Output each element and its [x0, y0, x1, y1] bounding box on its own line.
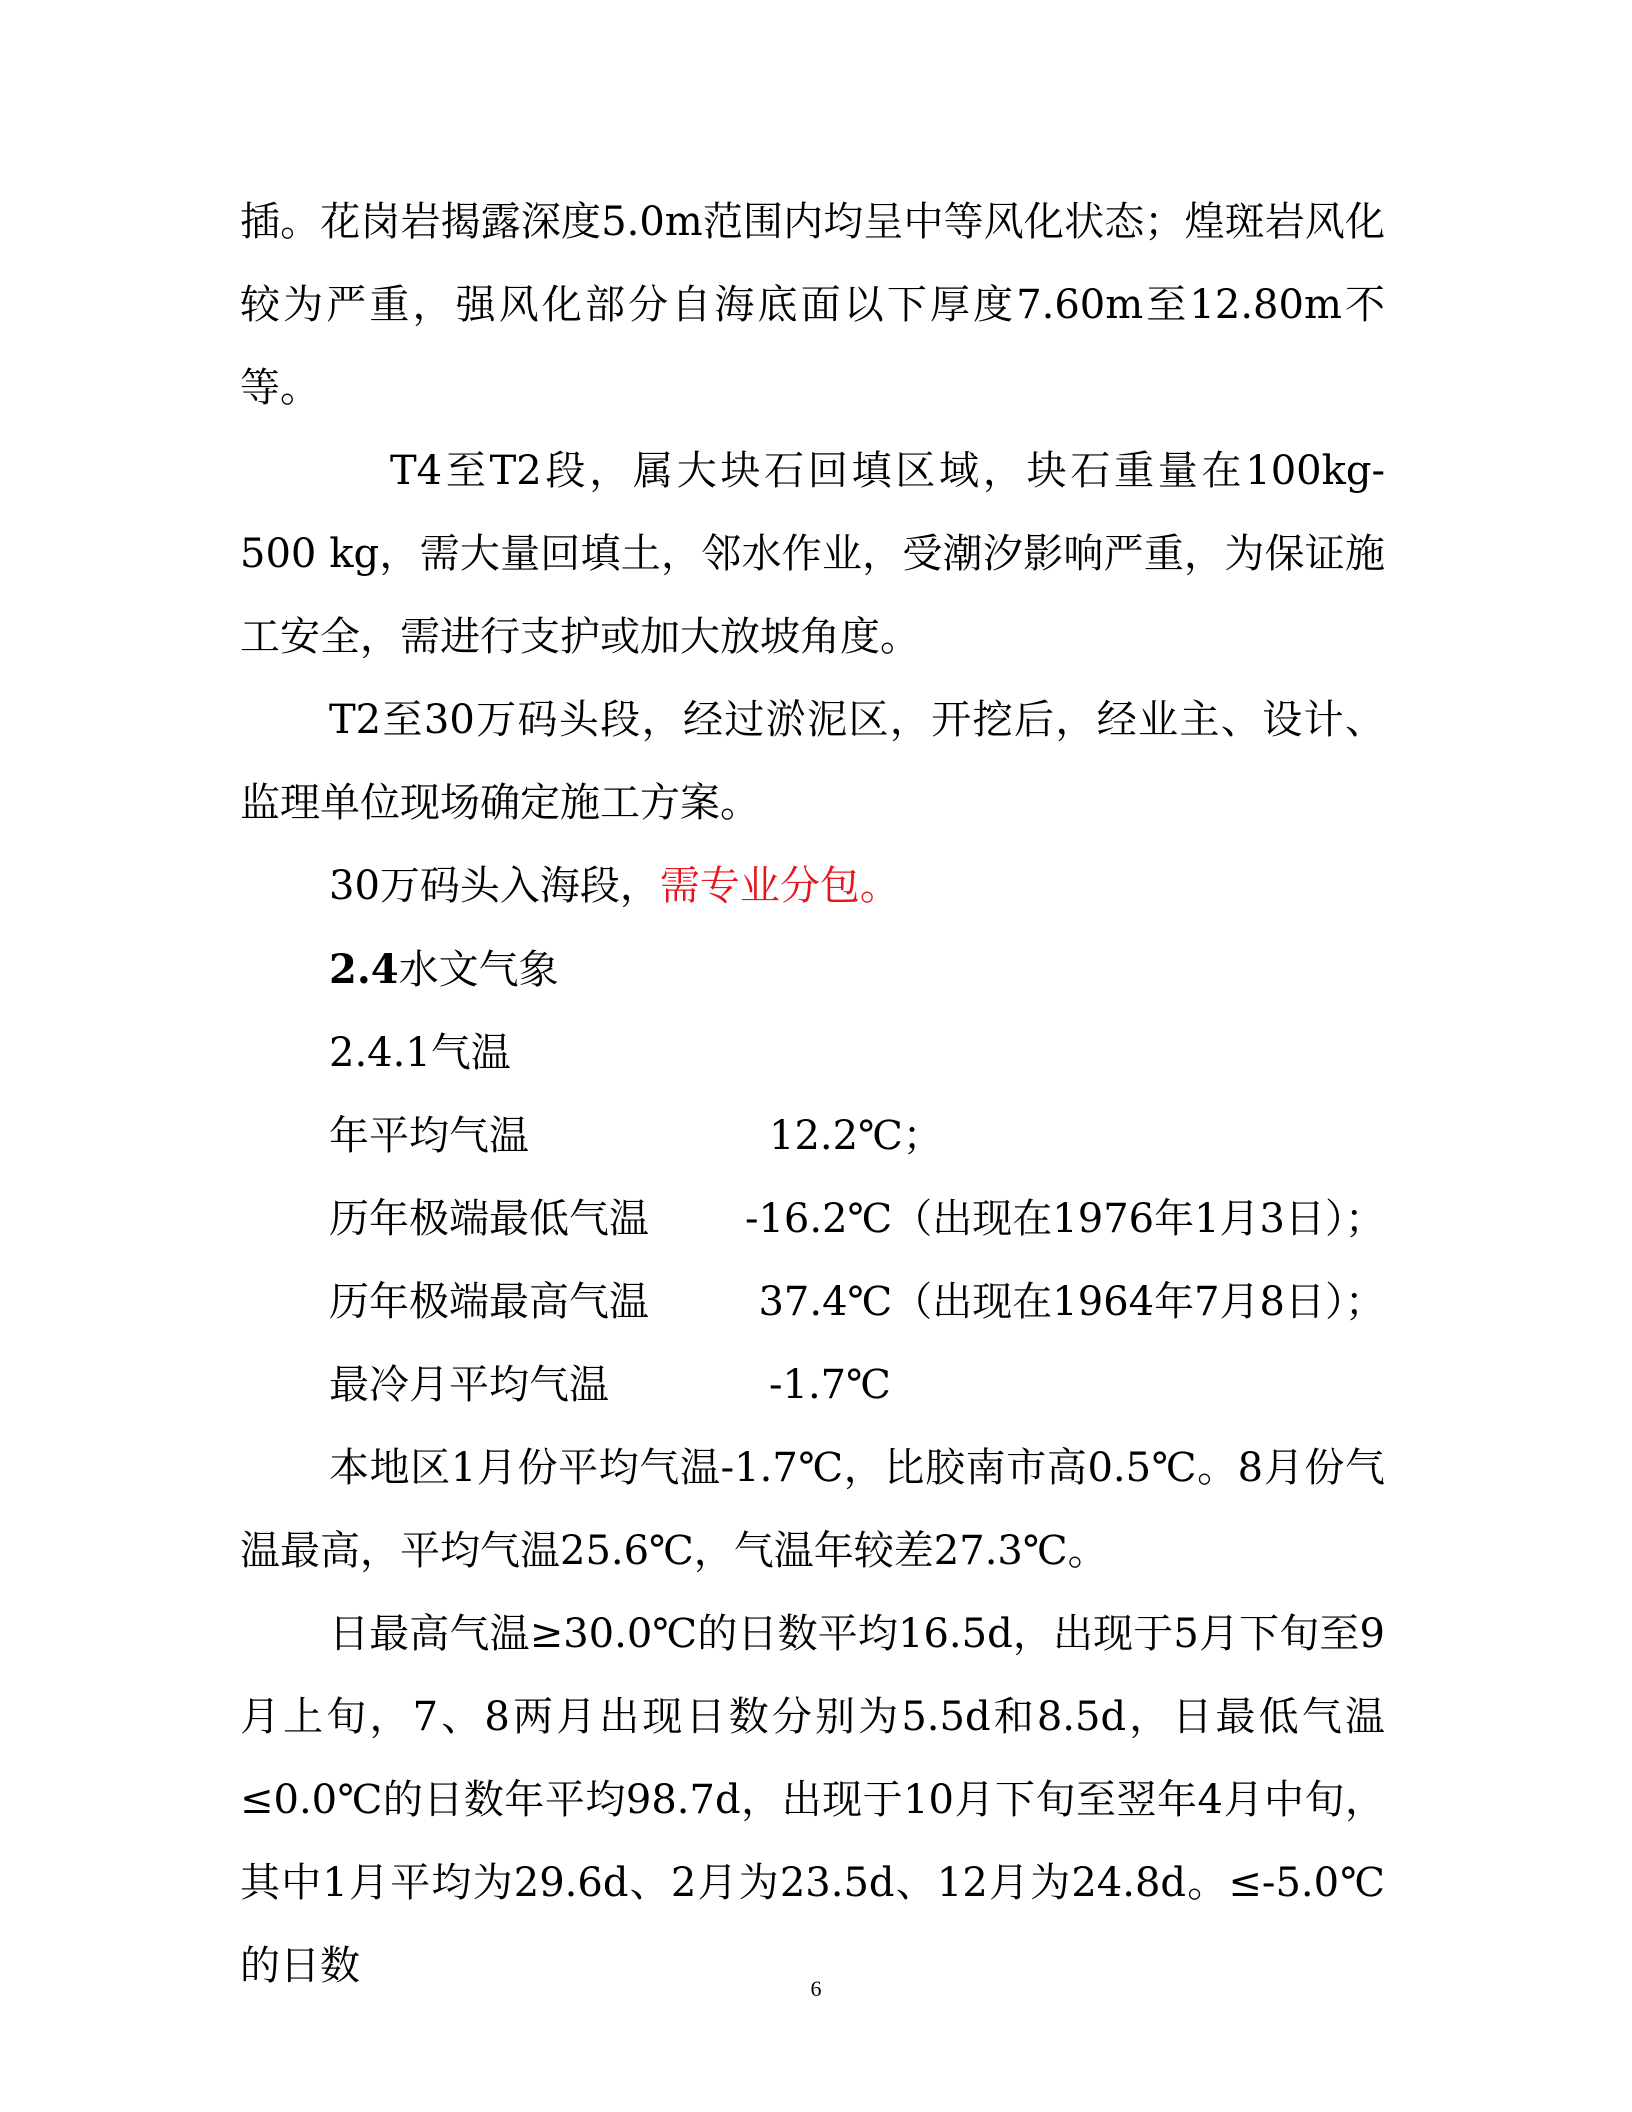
temperature-row — [240, 1095, 1385, 1178]
temperature-value: 37.4℃（出现在1964年7月8日）； — [758, 1279, 1385, 1325]
temperature-label: 历年极端最高气温 — [329, 1279, 649, 1325]
temperature-row — [240, 1344, 1385, 1427]
paragraph-t4-t2-section: T4至T2段，属大块石回填区域，块石重量在100kg-500 kg，需大量回填土，邻水作业，受潮汐影响严重，为保证施工安全，需进行支护或加大放坡角度。 — [240, 448, 1385, 660]
temperature-row — [240, 1261, 1385, 1344]
temperature-label: 历年极端最低气温 — [329, 1196, 649, 1242]
sea-entry-text: 30万码头入海段， — [329, 863, 660, 909]
paragraph-monthly-temperature: 本地区1月份平均气温-1.7℃，比胶南市高0.5℃。8月份气温最高，平均气温25.6℃，气温年较差27.3℃。 — [240, 1445, 1385, 1574]
section-title: 水文气象 — [398, 947, 559, 993]
section-number: 2.4 — [329, 946, 399, 993]
temperature-list — [240, 1095, 1385, 1427]
paragraph-temperature-days: 日最高气温≥30.0℃的日数平均16.5d，出现于5月下旬至9月上旬，7、8两月出现日数分别为5.5d和8.5d，日最低气温≤0.0℃的日数年平均98.7d，出现于10月下旬至翌年4月中旬，其中1月平均为29.6d、2月为23.5d、12月为24.8d。≤-5.0℃的日数 — [240, 1611, 1385, 1989]
temperature-value: -1.7℃ — [769, 1362, 891, 1408]
temperature-label: 年平均气温 — [329, 1113, 529, 1159]
section-heading — [240, 928, 1385, 1012]
paragraph-t2-wharf-section: T2至30万码头段，经过淤泥区，开挖后，经业主、设计、监理单位现场确定施工方案。 — [240, 697, 1385, 826]
paragraph-sea-entry-section — [240, 845, 1385, 928]
subsection-heading: 2.4.1气温 — [329, 1030, 511, 1076]
page-number: 6 — [810, 1976, 822, 2001]
subcontract-note: 需专业分包。 — [659, 863, 900, 909]
temperature-value: 12.2℃； — [769, 1113, 943, 1159]
page-content — [240, 181, 1385, 2008]
temperature-label: 最冷月平均气温 — [329, 1362, 609, 1408]
paragraph-granite-weathering: 插。花岗岩揭露深度5.0m范围内均呈中等风化状态；煌斑岩风化较为严重，强风化部分自海底面以下厚度7.60m至12.80m不等。 — [240, 199, 1385, 411]
temperature-row — [240, 1178, 1385, 1261]
temperature-value: -16.2℃（出现在1976年1月3日）； — [744, 1196, 1385, 1242]
